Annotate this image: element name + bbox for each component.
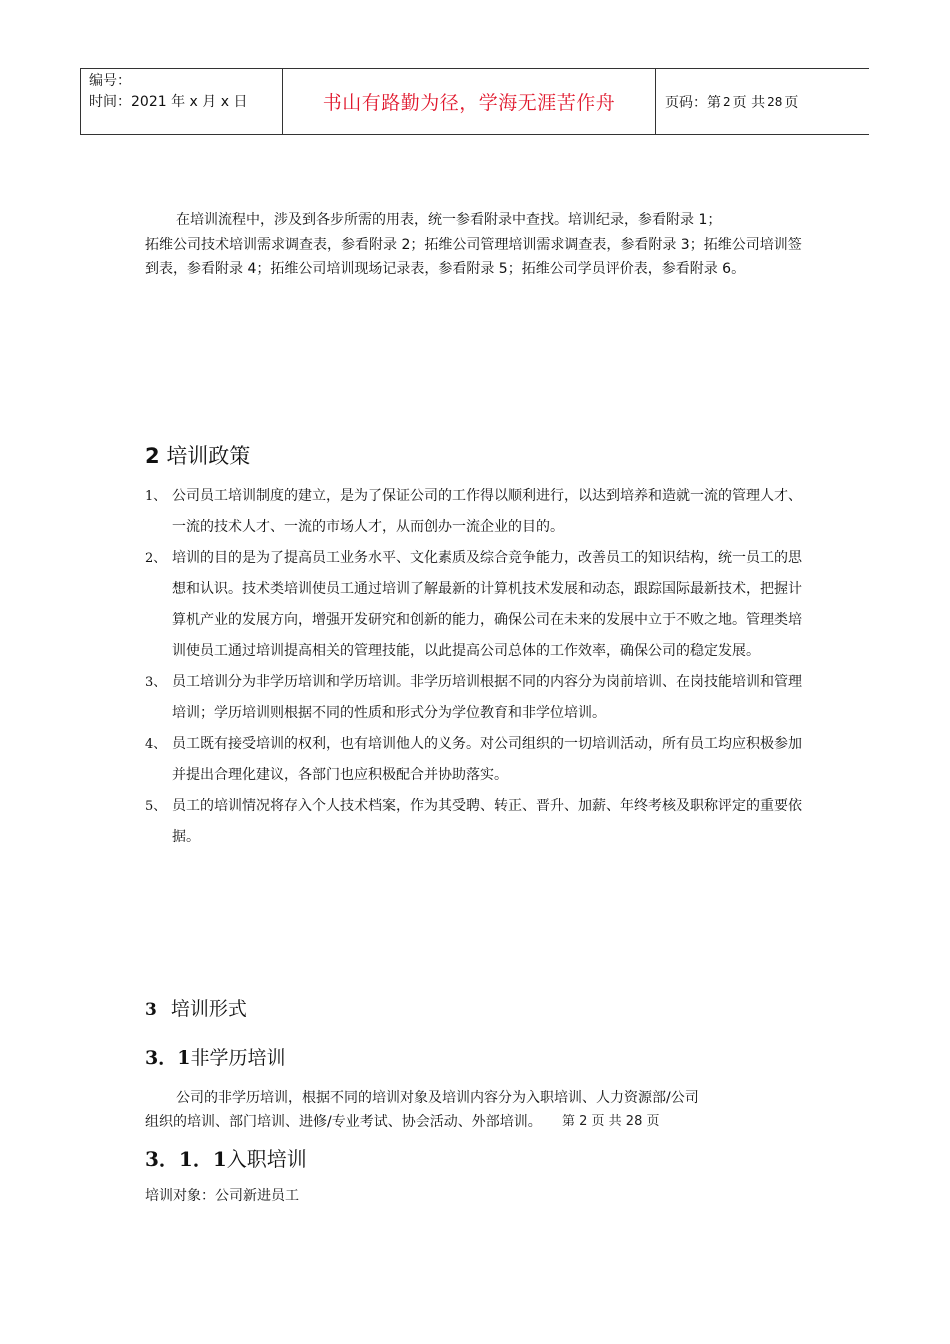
- list-item-text: 员工的培训情况将存入个人技术档案，作为其受聘、转正、晋升、加薪、年终考核及职称评定的重要依据。: [172, 798, 802, 845]
- list-item-number: 3、: [145, 675, 167, 690]
- list-item-number: 1、: [145, 489, 167, 504]
- section-3-1-line-1: 公司的非学历培训，根据不同的培训对象及培训内容分为入职培训、人力资源部/公司: [176, 1090, 699, 1106]
- section-3-1-1-number: 3．1．1: [145, 1147, 227, 1171]
- section-3-1-1-heading: [145, 1143, 307, 1175]
- section-3-1-paragraph: [145, 1086, 810, 1134]
- policy-list: [145, 481, 810, 853]
- section-3-1-heading: [145, 1043, 285, 1073]
- page-total: 28: [767, 94, 783, 109]
- training-target: 培训对象：公司新进员工: [145, 1188, 299, 1204]
- section-3-title: 培训形式: [170, 998, 247, 1020]
- intro-line-1: 在培训流程中，涉及到各步所需的用表，统一参看附录中查找。培训纪录，参看附录 1；: [176, 212, 722, 228]
- section-2-title: 培训政策: [166, 444, 251, 468]
- time-label: 时间：2021 年 x 月 x 日: [89, 94, 248, 110]
- header-motto: 书山有路勤为径，学海无涯苦作舟: [283, 69, 656, 134]
- list-item: [145, 729, 810, 791]
- list-item-number: 4、: [145, 737, 167, 752]
- list-item-number: 2、: [145, 551, 167, 566]
- page-suffix: 页: [784, 94, 799, 111]
- section-3-heading: [145, 994, 247, 1025]
- page-current: 2: [723, 94, 731, 109]
- header-page-info: [656, 69, 869, 134]
- section-3-1-title: 非学历培训: [190, 1047, 286, 1069]
- list-item: [145, 481, 810, 543]
- list-item-text: 员工培训分为非学历培训和学历培训。非学历培训根据不同的内容分为岗前培训、在岗技能培训和管理培训；学历培训则根据不同的性质和形式分为学位教育和非学位培训。: [172, 674, 802, 721]
- page-middle: 页 共: [732, 94, 766, 111]
- header-info-cell: [81, 69, 283, 134]
- list-item-number: 5、: [145, 799, 167, 814]
- list-item-text: 公司员工培训制度的建立，是为了保证公司的工作得以顺利进行，以达到培养和造就一流的管理人才、一流的技术人才、一流的市场人才，从而创办一流企业的目的。: [172, 488, 802, 535]
- page-footer: 第 2 页 共 28 页: [562, 1114, 660, 1129]
- header-table: [80, 68, 869, 135]
- intro-paragraph: [145, 208, 810, 282]
- number-label: 编号：: [89, 73, 131, 89]
- list-item: [145, 543, 810, 667]
- list-item: [145, 667, 810, 729]
- list-item-text: 员工既有接受培训的权利，也有培训他人的义务。对公司组织的一切培训活动，所有员工均应积极参加并提出合理化建议，各部门也应积极配合并协助落实。: [172, 736, 802, 783]
- list-item: [145, 791, 810, 853]
- page-prefix: 页码：第: [665, 94, 721, 111]
- section-2-heading: [145, 441, 250, 471]
- section-3-1-line-2: 组织的培训、部门培训、进修/专业考试、协会活动、外部培训。: [145, 1114, 542, 1130]
- section-2-number: 2: [145, 444, 160, 468]
- list-item-text: 培训的目的是为了提高员工业务水平、文化素质及综合竞争能力，改善员工的知识结构，统一员工的思想和认识。技术类培训使员工通过培训了解最新的计算机技术发展和动态，跟踪国际最新技术，把握计算机产业的发展方向，增强开发研究和创新的能力，确保公司在未来的发展中立于不败之地。管理类培训使员工通过培训提高相关的管理技能，以此提高公司总体的工作效率，确保公司的稳定发展。: [172, 550, 802, 659]
- section-3-1-1-title: 入职培训: [226, 1147, 307, 1171]
- section-3-1-number: 3．1: [145, 1047, 191, 1069]
- intro-line-2: 拓维公司技术培训需求调查表，参看附录 2；拓维公司管理培训需求调查表，参看附录 3；拓维公司培训签到表，参看附录 4；拓维公司培训现场记录表，参看附录 5；拓维公司学员评价表，参看附录 6。: [145, 236, 802, 277]
- section-3-number: 3: [145, 1000, 157, 1020]
